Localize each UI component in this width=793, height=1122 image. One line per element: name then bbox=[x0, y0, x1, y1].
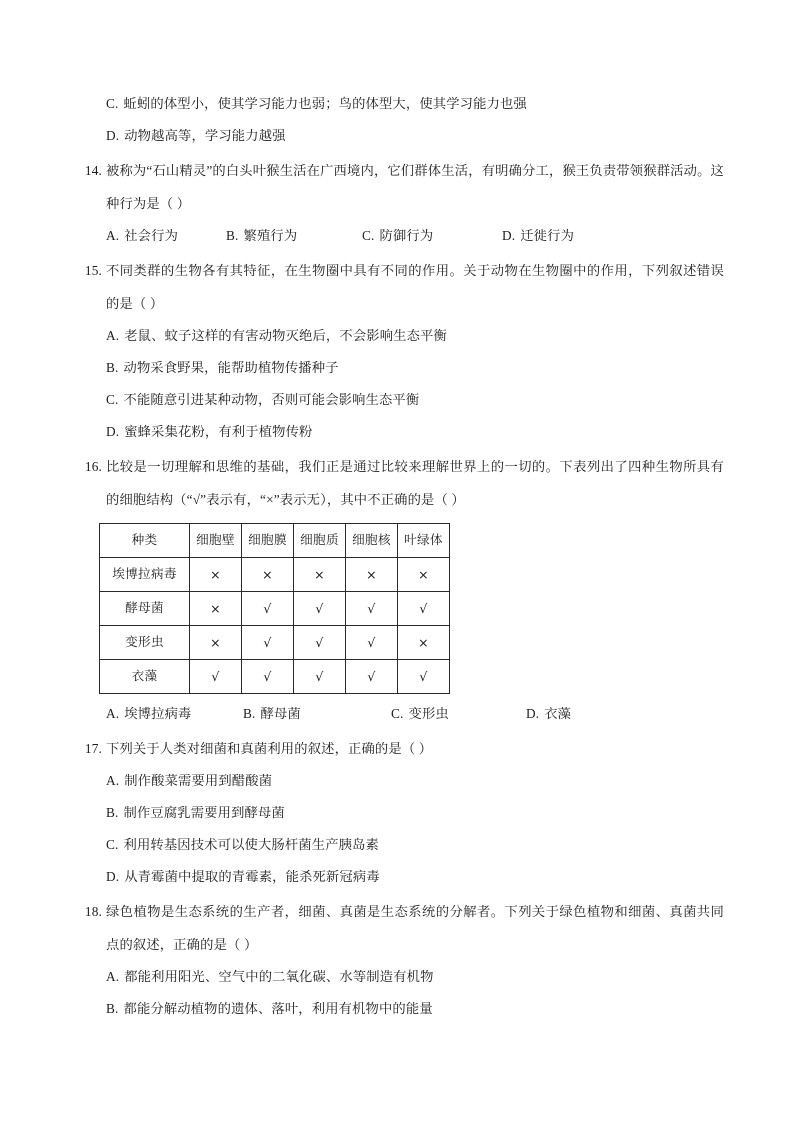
option-line bbox=[76, 320, 724, 352]
option-letter: D. bbox=[526, 706, 540, 721]
question-stem-text: 不同类群的生物各有其特征，在生物圈中具有不同的作用。关于动物在生物圈中的作用，下列叙述错误的是（ ） bbox=[106, 263, 724, 311]
option-letter: D. bbox=[502, 228, 516, 243]
option-cell bbox=[502, 220, 574, 252]
option-text: 老鼠、蚊子这样的有害动物灭绝后，不会影响生态平衡 bbox=[124, 328, 447, 343]
option-line bbox=[76, 829, 724, 861]
option-letter: A. bbox=[106, 228, 120, 243]
option-text: 利用转基因技术可以使大肠杆菌生产胰岛素 bbox=[123, 837, 379, 852]
table-cell-mark: √ bbox=[294, 626, 346, 660]
option-letter: A. bbox=[106, 706, 120, 721]
table-cell-mark: √ bbox=[346, 592, 398, 626]
option-text: 酵母菌 bbox=[260, 706, 301, 721]
table-row-label: 酵母菌 bbox=[100, 592, 190, 626]
table-cell-mark: √ bbox=[242, 660, 294, 694]
question-16 bbox=[76, 450, 724, 730]
table-cell-mark: √ bbox=[242, 592, 294, 626]
option-line bbox=[76, 416, 724, 448]
option-letter: C. bbox=[362, 228, 375, 243]
table-cell-mark: × bbox=[346, 558, 398, 592]
option-line bbox=[76, 797, 724, 829]
option-letter: B. bbox=[106, 805, 119, 820]
option-letter: A. bbox=[106, 773, 120, 788]
option-row-inline bbox=[76, 220, 724, 252]
option-letter: D. bbox=[106, 424, 120, 439]
question-17 bbox=[76, 732, 724, 893]
option-letter: B. bbox=[106, 360, 119, 375]
option-letter: C. bbox=[106, 392, 119, 407]
option-text: 都能利用阳光、空气中的二氧化碳、水等制造有机物 bbox=[124, 969, 434, 984]
option-letter: A. bbox=[106, 969, 120, 984]
cell-structure-table bbox=[99, 523, 450, 694]
option-line bbox=[76, 961, 724, 993]
option-letter: C. bbox=[106, 837, 119, 852]
option-cell bbox=[526, 698, 571, 730]
option-letter: D. bbox=[106, 869, 120, 884]
option-cell bbox=[391, 698, 526, 730]
table-row-label: 埃博拉病毒 bbox=[100, 558, 190, 592]
question-number: 15. bbox=[84, 263, 102, 278]
table-header-row bbox=[100, 524, 450, 558]
table-cell-mark: √ bbox=[346, 626, 398, 660]
question-14 bbox=[76, 154, 724, 252]
option-text: 繁殖行为 bbox=[243, 228, 298, 243]
option-letter: B. bbox=[226, 228, 239, 243]
question-stem-text: 下列关于人类对细菌和真菌利用的叙述，正确的是（ ） bbox=[106, 741, 433, 756]
option-text: 动物采食野果，能帮助植物传播种子 bbox=[123, 360, 339, 375]
option-letter: B. bbox=[243, 706, 256, 721]
option-row-inline bbox=[76, 698, 724, 730]
question-stem bbox=[76, 895, 724, 961]
table-row-label: 衣藻 bbox=[100, 660, 190, 694]
question-stem-text: 被称为“石山精灵”的白头叶猴生活在广西境内，它们群体生活，有明确分工，猴王负责带领猴群活动。这种行为是（ ） bbox=[106, 163, 724, 211]
option-letter: A. bbox=[106, 328, 120, 343]
option-line bbox=[76, 120, 724, 152]
option-text: 制作酸菜需要用到醋酸菌 bbox=[124, 773, 273, 788]
option-line bbox=[76, 384, 724, 416]
option-text: 衣藻 bbox=[544, 706, 572, 721]
option-line bbox=[76, 993, 724, 1025]
page-content bbox=[76, 88, 724, 1027]
option-cell bbox=[106, 220, 226, 252]
option-letter: D. bbox=[106, 128, 120, 143]
table-cell-mark: √ bbox=[346, 660, 398, 694]
table-header-cell: 细胞质 bbox=[294, 524, 346, 558]
table-cell-mark: √ bbox=[242, 626, 294, 660]
table-cell-mark: × bbox=[190, 626, 242, 660]
table-row-label: 变形虫 bbox=[100, 626, 190, 660]
option-letter: B. bbox=[106, 1001, 119, 1016]
option-line bbox=[76, 765, 724, 797]
option-text: 迁徙行为 bbox=[520, 228, 575, 243]
option-text: 防御行为 bbox=[379, 228, 434, 243]
question-number: 16. bbox=[84, 459, 102, 474]
option-cell bbox=[243, 698, 391, 730]
question-stem bbox=[76, 154, 724, 220]
option-line bbox=[76, 352, 724, 384]
table-row bbox=[100, 558, 450, 592]
question-number: 17. bbox=[84, 741, 102, 756]
question-18 bbox=[76, 895, 724, 1025]
option-letter: C. bbox=[391, 706, 404, 721]
question-stem bbox=[76, 732, 724, 765]
orphan-options-block bbox=[76, 88, 724, 152]
option-line bbox=[76, 88, 724, 120]
option-text: 动物越高等，学习能力越强 bbox=[124, 128, 286, 143]
question-15 bbox=[76, 254, 724, 448]
table-cell-mark: √ bbox=[294, 660, 346, 694]
question-stem-text: 比较是一切理解和思维的基础，我们正是通过比较来理解世界上的一切的。下表列出了四种生物所具有的细胞结构（“√”表示有，“×”表示无），其中不正确的是（ ） bbox=[106, 459, 724, 507]
cell-structure-table-wrapper bbox=[76, 523, 724, 694]
table-cell-mark: × bbox=[190, 592, 242, 626]
question-stem bbox=[76, 450, 724, 516]
option-text: 不能随意引进某种动物，否则可能会影响生态平衡 bbox=[123, 392, 420, 407]
option-text: 从青霉菌中提取的青霉素，能杀死新冠病毒 bbox=[124, 869, 380, 884]
table-cell-mark: √ bbox=[294, 592, 346, 626]
table-cell-mark: √ bbox=[398, 660, 450, 694]
table-header-cell: 叶绿体 bbox=[398, 524, 450, 558]
option-text: 制作豆腐乳需要用到酵母菌 bbox=[123, 805, 285, 820]
table-cell-mark: × bbox=[242, 558, 294, 592]
question-number: 18. bbox=[84, 904, 102, 919]
table-cell-mark: × bbox=[294, 558, 346, 592]
option-text: 蜜蜂采集花粉，有利于植物传粉 bbox=[124, 424, 313, 439]
table-row bbox=[100, 626, 450, 660]
table-header-cell: 细胞核 bbox=[346, 524, 398, 558]
option-text: 都能分解动植物的遗体、落叶，利用有机物中的能量 bbox=[123, 1001, 433, 1016]
question-stem bbox=[76, 254, 724, 320]
table-header-cell: 种类 bbox=[100, 524, 190, 558]
option-text: 变形虫 bbox=[408, 706, 449, 721]
question-number: 14. bbox=[84, 163, 102, 178]
option-letter: C. bbox=[106, 96, 119, 111]
table-cell-mark: √ bbox=[190, 660, 242, 694]
table-header-cell: 细胞膜 bbox=[242, 524, 294, 558]
table-row bbox=[100, 592, 450, 626]
option-cell bbox=[106, 698, 243, 730]
option-text: 埃博拉病毒 bbox=[124, 706, 192, 721]
table-row bbox=[100, 660, 450, 694]
option-cell bbox=[226, 220, 362, 252]
question-stem-text: 绿色植物是生态系统的生产者，细菌、真菌是生态系统的分解者。下列关于绿色植物和细菌、真菌共同点的叙述，正确的是（ ） bbox=[106, 904, 724, 952]
option-line bbox=[76, 861, 724, 893]
table-cell-mark: √ bbox=[398, 592, 450, 626]
table-header-cell: 细胞壁 bbox=[190, 524, 242, 558]
table-cell-mark: × bbox=[398, 626, 450, 660]
option-text: 蚯蚓的体型小，使其学习能力也弱；鸟的体型大，使其学习能力也强 bbox=[123, 96, 527, 111]
table-cell-mark: × bbox=[398, 558, 450, 592]
option-text: 社会行为 bbox=[124, 228, 179, 243]
table-cell-mark: × bbox=[190, 558, 242, 592]
option-cell bbox=[362, 220, 502, 252]
